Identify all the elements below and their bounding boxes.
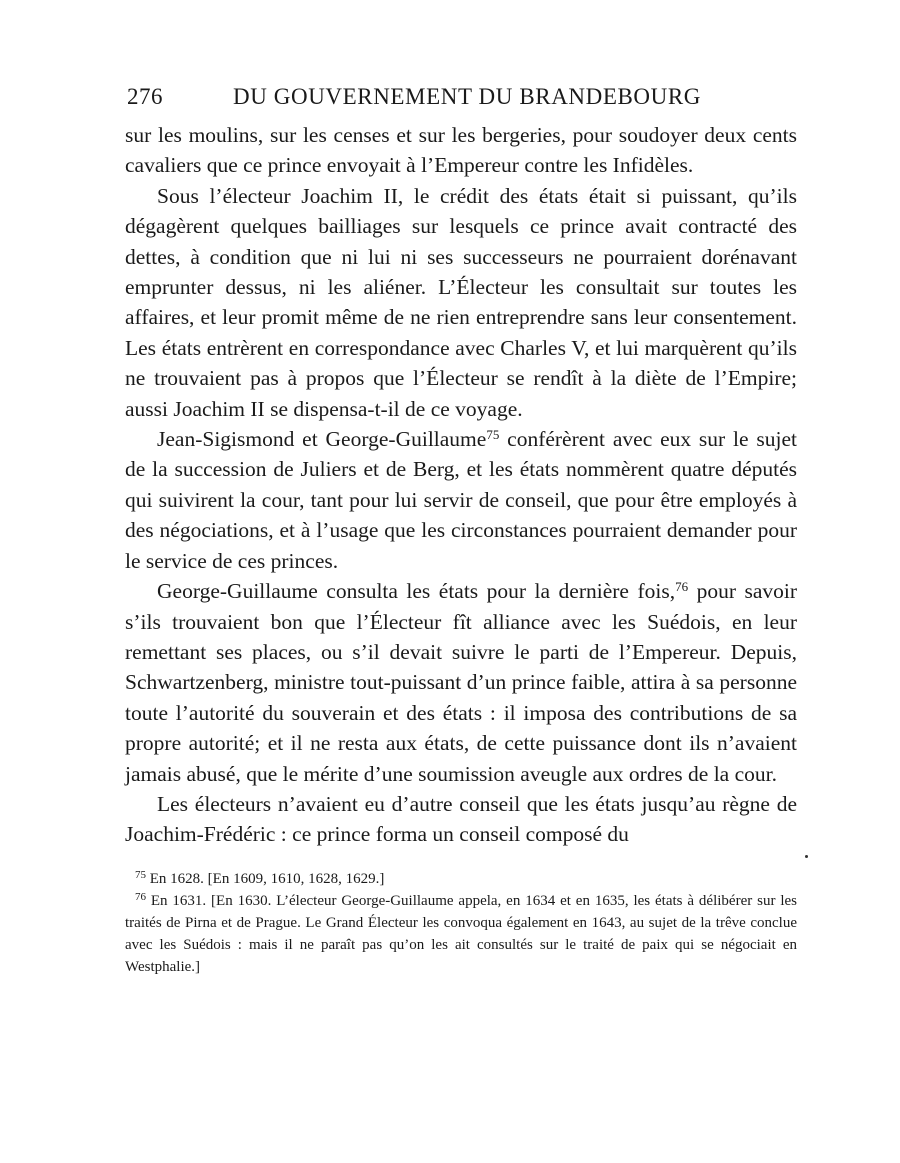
paragraph-continuation: sur les moulins, sur les censes et sur les bergeries, pour soudoyer deux cents cavaliers que ce prince envoyait à l’Empereur contre les Infidèles. xyxy=(125,123,797,178)
book-page xyxy=(125,84,797,978)
footnote-ref-76[interactable]: 76 xyxy=(675,579,689,595)
footnotes xyxy=(125,868,797,978)
running-title: DU GOUVERNEMENT DU BRANDEBOURG xyxy=(233,84,701,109)
footnote-mark: 76 xyxy=(135,890,146,903)
page-number: 276 xyxy=(127,84,163,109)
paragraph-jean-sigismond xyxy=(125,424,797,576)
paragraph-electeurs: Les électeurs n’avaient eu d’autre conseil que les états jusqu’au règne de Joachim-Frédéric : ce prince forma un conseil composé du xyxy=(125,791,797,847)
paragraph-text: Jean-Sigismond et George-Guillaume xyxy=(157,427,487,452)
footnote-mark: 75 xyxy=(135,868,146,881)
footnote-76 xyxy=(125,890,797,978)
paragraph-george-guillaume xyxy=(125,576,797,789)
paragraph-text: pour savoir s’ils trouvaient bon que l’Électeur fît alliance avec les Suédois, en leur remettant ses places, ou s’il devait suivre le parti de l’Empereur. Depuis, Schwartzenberg, ministre tout-puissant d’un prince faible, attira à sa personne toute l’autorité du souverain et des états : il imposa des contributions de sa propre autorité; et il ne resta aux états, de cette puissance dont ils n’avaient jamais abusé, que le mérite d’une soumission aveugle aux ordres de la cour. xyxy=(125,579,798,786)
paragraph-joachim-ii: Sous l’électeur Joachim II, le crédit des états était si puissant, qu’ils dégagèrent quelques bailliages sur lesquels ce prince avait contracté des dettes, à condition que ni lui ni ses successeurs ne pourraient dorénavant emprunter dessus, ni les aliéner. L’Électeur les consultait sur toutes les affaires, et leur promit même de ne rien entreprendre sans leur consentement. Les états entrèrent en correspondance avec Charles V, et lui marquèrent qu’ils ne trouvaient pas à propos que l’Électeur se rendît à la diète de l’Empire; aussi Joachim II se dispensa-t-il de ce voyage. xyxy=(125,183,797,421)
running-head xyxy=(125,84,797,120)
footnote-text: En 1628. [En 1609, 1610, 1628, 1629.] xyxy=(146,870,385,887)
body-text xyxy=(125,120,797,850)
paper-speck xyxy=(805,855,808,858)
paragraph-text: conférèrent avec eux sur le sujet de la succession de Juliers et de Berg, et les états nommèrent quatre députés qui suivirent la cour, tant pour lui servir de conseil, que pour être employés à des négociations, et à l’usage que les circonstances pourraient demander pour le service de ces princes. xyxy=(125,427,797,573)
footnote-75 xyxy=(125,868,797,890)
footnote-ref-75[interactable]: 75 xyxy=(486,427,500,443)
footnote-text: En 1631. [En 1630. L’électeur George-Guillaume appela, en 1634 et en 1635, les états à délibérer sur les traités de Pirna et de Prague. Le Grand Électeur les convoqua également en 1643, au sujet de la trêve conclue avec les Suédois : mais il ne paraît pas qu’on les ait consultés sur le traité de paix qui se négociait en Westphalie.] xyxy=(125,892,797,975)
paragraph-text: George-Guillaume consulta les états pour la dernière fois, xyxy=(157,579,676,604)
